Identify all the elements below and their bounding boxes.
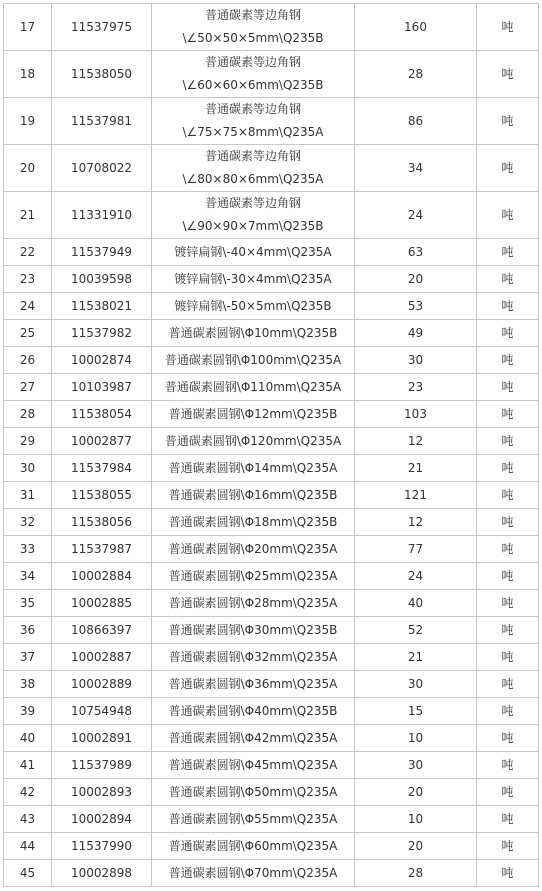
table-row [4, 428, 539, 455]
table-row [4, 752, 539, 779]
quantity-cell: 15 [355, 698, 477, 725]
material-spec: \∠80×80×6mm\Q235A [182, 172, 324, 186]
table-row [4, 860, 539, 887]
material-name: 普通碳素圆钢\Φ25mm\Q235A [168, 568, 338, 583]
unit-cell: 吨 [477, 455, 539, 482]
material-code-cell: 10002874 [52, 347, 152, 374]
material-name: 普通碳素圆钢\Φ45mm\Q235A [168, 757, 338, 772]
quantity-cell: 34 [355, 145, 477, 192]
quantity-cell: 30 [355, 347, 477, 374]
row-number-cell: 22 [4, 239, 52, 266]
unit-cell: 吨 [477, 725, 539, 752]
row-number-cell: 20 [4, 145, 52, 192]
material-name: 普通碳素圆钢\Φ55mm\Q235A [168, 811, 338, 826]
unit-cell: 吨 [477, 617, 539, 644]
quantity-cell: 63 [355, 239, 477, 266]
material-code-cell: 11538056 [52, 509, 152, 536]
material-description-cell [152, 401, 355, 428]
unit-cell: 吨 [477, 347, 539, 374]
material-description-cell [152, 590, 355, 617]
material-description-cell [152, 145, 355, 192]
table-row [4, 293, 539, 320]
unit-cell: 吨 [477, 428, 539, 455]
material-code-cell: 11538054 [52, 401, 152, 428]
unit-cell: 吨 [477, 4, 539, 51]
table-row [4, 833, 539, 860]
quantity-cell: 24 [355, 192, 477, 239]
table-row [4, 698, 539, 725]
table-row [4, 401, 539, 428]
material-description-cell [152, 671, 355, 698]
material-name: 普通碳素圆钢\Φ10mm\Q235B [168, 325, 338, 340]
quantity-cell: 21 [355, 455, 477, 482]
row-number-cell: 21 [4, 192, 52, 239]
unit-cell: 吨 [477, 590, 539, 617]
material-code-cell: 11538021 [52, 293, 152, 320]
material-description-cell [152, 98, 355, 145]
material-name: 普通碳素圆钢\Φ16mm\Q235B [168, 487, 338, 502]
table-row [4, 455, 539, 482]
material-description-cell [152, 192, 355, 239]
row-number-cell: 17 [4, 4, 52, 51]
table-row [4, 590, 539, 617]
quantity-cell: 103 [355, 401, 477, 428]
material-name: 普通碳素圆钢\Φ40mm\Q235B [168, 703, 338, 718]
table-body [4, 4, 539, 887]
unit-cell: 吨 [477, 833, 539, 860]
unit-cell: 吨 [477, 401, 539, 428]
material-name: 普通碳素等边角钢 [204, 149, 301, 163]
material-description-cell [152, 563, 355, 590]
material-code-cell: 11538050 [52, 51, 152, 98]
row-number-cell: 23 [4, 266, 52, 293]
material-description-cell [152, 266, 355, 293]
material-code-cell: 10002885 [52, 590, 152, 617]
unit-cell: 吨 [477, 320, 539, 347]
material-code-cell: 11537982 [52, 320, 152, 347]
material-name: 普通碳素等边角钢 [204, 196, 301, 210]
material-description-cell [152, 482, 355, 509]
table-row [4, 51, 539, 98]
material-description-cell [152, 833, 355, 860]
quantity-cell: 40 [355, 590, 477, 617]
quantity-cell: 23 [355, 374, 477, 401]
material-description-cell [152, 536, 355, 563]
material-name: 普通碳素圆钢\Φ32mm\Q235A [168, 649, 338, 664]
material-code-cell: 11537989 [52, 752, 152, 779]
table-row [4, 509, 539, 536]
unit-cell: 吨 [477, 482, 539, 509]
table-row [4, 98, 539, 145]
table-row [4, 192, 539, 239]
quantity-cell: 77 [355, 536, 477, 563]
material-code-cell: 11537984 [52, 455, 152, 482]
row-number-cell: 42 [4, 779, 52, 806]
row-number-cell: 30 [4, 455, 52, 482]
quantity-cell: 20 [355, 266, 477, 293]
table-row [4, 145, 539, 192]
unit-cell: 吨 [477, 779, 539, 806]
material-code-cell: 10039598 [52, 266, 152, 293]
material-code-cell: 10002877 [52, 428, 152, 455]
table-row [4, 239, 539, 266]
unit-cell: 吨 [477, 671, 539, 698]
table-row [4, 347, 539, 374]
material-name: 镀锌扁钢\-30×4mm\Q235A [174, 271, 332, 286]
quantity-cell: 12 [355, 428, 477, 455]
table-row [4, 266, 539, 293]
material-name: 普通碳素圆钢\Φ12mm\Q235B [168, 406, 338, 421]
material-code-cell: 10002889 [52, 671, 152, 698]
quantity-cell: 12 [355, 509, 477, 536]
row-number-cell: 38 [4, 671, 52, 698]
quantity-cell: 28 [355, 51, 477, 98]
material-description-cell [152, 239, 355, 266]
material-name: 普通碳素圆钢\Φ100mm\Q235A [164, 352, 342, 367]
row-number-cell: 25 [4, 320, 52, 347]
unit-cell: 吨 [477, 860, 539, 887]
material-code-cell: 11537981 [52, 98, 152, 145]
material-code-cell: 10754948 [52, 698, 152, 725]
row-number-cell: 31 [4, 482, 52, 509]
material-description-cell [152, 752, 355, 779]
material-code-cell: 10103987 [52, 374, 152, 401]
material-name: 普通碳素圆钢\Φ110mm\Q235A [164, 379, 342, 394]
material-code-cell: 10866397 [52, 617, 152, 644]
material-code-cell: 11537987 [52, 536, 152, 563]
row-number-cell: 32 [4, 509, 52, 536]
unit-cell: 吨 [477, 509, 539, 536]
row-number-cell: 41 [4, 752, 52, 779]
material-code-cell: 11537975 [52, 4, 152, 51]
unit-cell: 吨 [477, 806, 539, 833]
unit-cell: 吨 [477, 374, 539, 401]
row-number-cell: 40 [4, 725, 52, 752]
material-description-cell [152, 4, 355, 51]
material-name: 普通碳素等边角钢 [204, 8, 301, 22]
quantity-cell: 28 [355, 860, 477, 887]
material-spec: \∠90×90×7mm\Q235B [182, 219, 324, 233]
material-spec: \∠75×75×8mm\Q235A [182, 125, 324, 139]
material-code-cell: 10002893 [52, 779, 152, 806]
material-description-cell [152, 347, 355, 374]
table-row [4, 644, 539, 671]
unit-cell: 吨 [477, 51, 539, 98]
row-number-cell: 35 [4, 590, 52, 617]
material-description-cell [152, 806, 355, 833]
material-name: 镀锌扁钢\-40×4mm\Q235A [174, 244, 332, 259]
material-description-cell [152, 293, 355, 320]
table-row [4, 4, 539, 51]
unit-cell: 吨 [477, 293, 539, 320]
material-code-cell: 10002894 [52, 806, 152, 833]
material-name: 普通碳素圆钢\Φ20mm\Q235A [168, 541, 338, 556]
material-code-cell: 10002891 [52, 725, 152, 752]
material-description-cell [152, 428, 355, 455]
row-number-cell: 27 [4, 374, 52, 401]
row-number-cell: 36 [4, 617, 52, 644]
row-number-cell: 33 [4, 536, 52, 563]
material-name: 普通碳素圆钢\Φ60mm\Q235A [168, 838, 338, 853]
unit-cell: 吨 [477, 239, 539, 266]
table-row [4, 806, 539, 833]
quantity-cell: 20 [355, 833, 477, 860]
unit-cell: 吨 [477, 563, 539, 590]
row-number-cell: 44 [4, 833, 52, 860]
material-name: 普通碳素圆钢\Φ70mm\Q235A [168, 865, 338, 880]
table-row [4, 725, 539, 752]
material-code-cell: 11537949 [52, 239, 152, 266]
material-name: 普通碳素圆钢\Φ36mm\Q235A [168, 676, 338, 691]
material-code-cell: 10002898 [52, 860, 152, 887]
table-row [4, 374, 539, 401]
quantity-cell: 86 [355, 98, 477, 145]
material-description-cell [152, 617, 355, 644]
material-description-cell [152, 860, 355, 887]
material-description-cell [152, 455, 355, 482]
unit-cell: 吨 [477, 536, 539, 563]
unit-cell: 吨 [477, 266, 539, 293]
material-name: 镀锌扁钢\-50×5mm\Q235B [174, 298, 332, 313]
material-code-cell: 11538055 [52, 482, 152, 509]
table-row [4, 536, 539, 563]
row-number-cell: 29 [4, 428, 52, 455]
row-number-cell: 43 [4, 806, 52, 833]
material-name: 普通碳素圆钢\Φ18mm\Q235B [168, 514, 338, 529]
unit-cell: 吨 [477, 98, 539, 145]
material-code-cell: 10002887 [52, 644, 152, 671]
material-code-cell: 11537990 [52, 833, 152, 860]
quantity-cell: 121 [355, 482, 477, 509]
material-name: 普通碳素圆钢\Φ120mm\Q235A [164, 433, 342, 448]
row-number-cell: 24 [4, 293, 52, 320]
table-row [4, 671, 539, 698]
material-description-cell [152, 698, 355, 725]
material-name: 普通碳素圆钢\Φ42mm\Q235A [168, 730, 338, 745]
unit-cell: 吨 [477, 698, 539, 725]
row-number-cell: 28 [4, 401, 52, 428]
unit-cell: 吨 [477, 145, 539, 192]
row-number-cell: 45 [4, 860, 52, 887]
row-number-cell: 37 [4, 644, 52, 671]
material-description-cell [152, 644, 355, 671]
material-description-cell [152, 374, 355, 401]
row-number-cell: 39 [4, 698, 52, 725]
quantity-cell: 53 [355, 293, 477, 320]
row-number-cell: 18 [4, 51, 52, 98]
material-name: 普通碳素圆钢\Φ14mm\Q235A [168, 460, 338, 475]
table-row [4, 320, 539, 347]
quantity-cell: 20 [355, 779, 477, 806]
unit-cell: 吨 [477, 644, 539, 671]
material-name: 普通碳素等边角钢 [204, 102, 301, 116]
quantity-cell: 30 [355, 671, 477, 698]
quantity-cell: 52 [355, 617, 477, 644]
material-name: 普通碳素圆钢\Φ50mm\Q235A [168, 784, 338, 799]
quantity-cell: 30 [355, 752, 477, 779]
materials-table [3, 3, 539, 887]
material-code-cell: 11331910 [52, 192, 152, 239]
row-number-cell: 26 [4, 347, 52, 374]
material-description-cell [152, 779, 355, 806]
material-name: 普通碳素圆钢\Φ30mm\Q235B [168, 622, 338, 637]
material-code-cell: 10708022 [52, 145, 152, 192]
unit-cell: 吨 [477, 192, 539, 239]
table-row [4, 617, 539, 644]
quantity-cell: 24 [355, 563, 477, 590]
quantity-cell: 10 [355, 806, 477, 833]
material-description-cell [152, 509, 355, 536]
material-name: 普通碳素圆钢\Φ28mm\Q235A [168, 595, 338, 610]
quantity-cell: 10 [355, 725, 477, 752]
row-number-cell: 34 [4, 563, 52, 590]
material-code-cell: 10002884 [52, 563, 152, 590]
unit-cell: 吨 [477, 752, 539, 779]
table-row [4, 482, 539, 509]
material-description-cell [152, 51, 355, 98]
material-name: 普通碳素等边角钢 [204, 55, 301, 69]
material-description-cell [152, 320, 355, 347]
table-row [4, 779, 539, 806]
quantity-cell: 160 [355, 4, 477, 51]
row-number-cell: 19 [4, 98, 52, 145]
material-description-cell [152, 725, 355, 752]
quantity-cell: 49 [355, 320, 477, 347]
table-row [4, 563, 539, 590]
material-spec: \∠60×60×6mm\Q235B [182, 78, 324, 92]
quantity-cell: 21 [355, 644, 477, 671]
material-spec: \∠50×50×5mm\Q235B [182, 31, 324, 45]
